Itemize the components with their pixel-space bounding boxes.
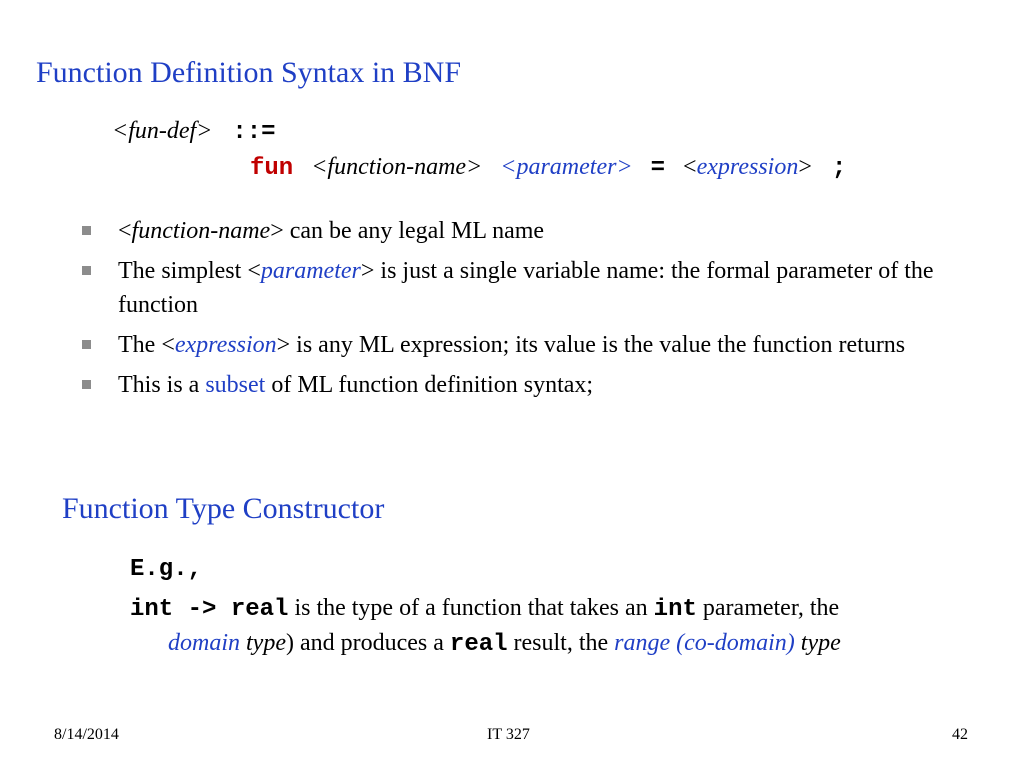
bullet-list [82, 214, 962, 408]
bullet-item [82, 214, 962, 248]
bullet-open: < [161, 332, 175, 358]
type-text: parameter, the [696, 595, 840, 621]
domain-word: domain [168, 630, 240, 656]
range-word: range (co-domain) [614, 630, 795, 656]
bullet-square-icon [82, 266, 91, 275]
bullet-term: expression [174, 332, 277, 358]
bullet-text: of ML function definition syntax; [265, 372, 594, 398]
bullet-item [82, 368, 962, 402]
bnf-lhs: <fun-def> [112, 118, 213, 144]
bnf-parameter: <parameter> [500, 154, 633, 180]
bullet-pre: The simplest [118, 258, 248, 284]
eg-label: E.g., [130, 556, 203, 583]
bullet-term: subset [205, 372, 266, 398]
footer-course: IT 327 [487, 726, 530, 743]
bullet-close: > [276, 332, 291, 358]
bnf-equals: = [650, 155, 666, 182]
code-int: int [653, 596, 697, 623]
type-line-2 [168, 630, 841, 658]
bnf-semicolon: ; [831, 155, 847, 182]
bnf-line-2 [250, 154, 846, 182]
bullet-term: parameter [260, 258, 361, 284]
bullet-open: < [118, 218, 132, 244]
bnf-keyword-fun: fun [250, 155, 294, 182]
bullet-close: > [360, 258, 375, 284]
bnf-function-name: <function-name> [311, 154, 483, 180]
type-text: ) and produces a [285, 630, 450, 656]
bnf-assign: ::= [232, 119, 276, 146]
bullet-open: < [247, 258, 261, 284]
type-text: is the type of a function that takes an [288, 595, 654, 621]
bullet-square-icon [82, 340, 91, 349]
footer-date: 8/14/2014 [54, 726, 119, 743]
bnf-expression [683, 154, 812, 180]
slide-title: Function Definition Syntax in BNF [36, 56, 462, 89]
bullet-square-icon [82, 226, 91, 235]
bnf-expression-open: < [683, 154, 697, 180]
bnf-expression-close: > [798, 154, 812, 180]
type-word: type [794, 630, 841, 656]
bullet-pre: The [118, 332, 162, 358]
bullet-term: function-name [131, 218, 271, 244]
bullet-square-icon [82, 380, 91, 389]
type-line-1 [130, 595, 839, 623]
type-text: result, the [507, 630, 615, 656]
bullet-text: can be any legal ML name [283, 218, 545, 244]
type-word: type [240, 630, 286, 656]
bullet-item [82, 328, 962, 362]
footer-page-number: 42 [952, 726, 968, 743]
bnf-expression-word: expression [696, 154, 799, 180]
bullet-close: > [270, 218, 284, 244]
section-title: Function Type Constructor [62, 492, 385, 525]
bullet-text: is any ML expression; its value is the value the function returns [290, 332, 906, 358]
bullet-item [82, 254, 962, 322]
code-real: real [449, 631, 508, 658]
code-int-arrow-real: int -> real [130, 596, 289, 623]
bullet-pre: This is a [118, 372, 206, 398]
bnf-line-1 [112, 118, 276, 146]
bullet-text: is just a single variable name: the formal parameter of the function [118, 258, 934, 318]
